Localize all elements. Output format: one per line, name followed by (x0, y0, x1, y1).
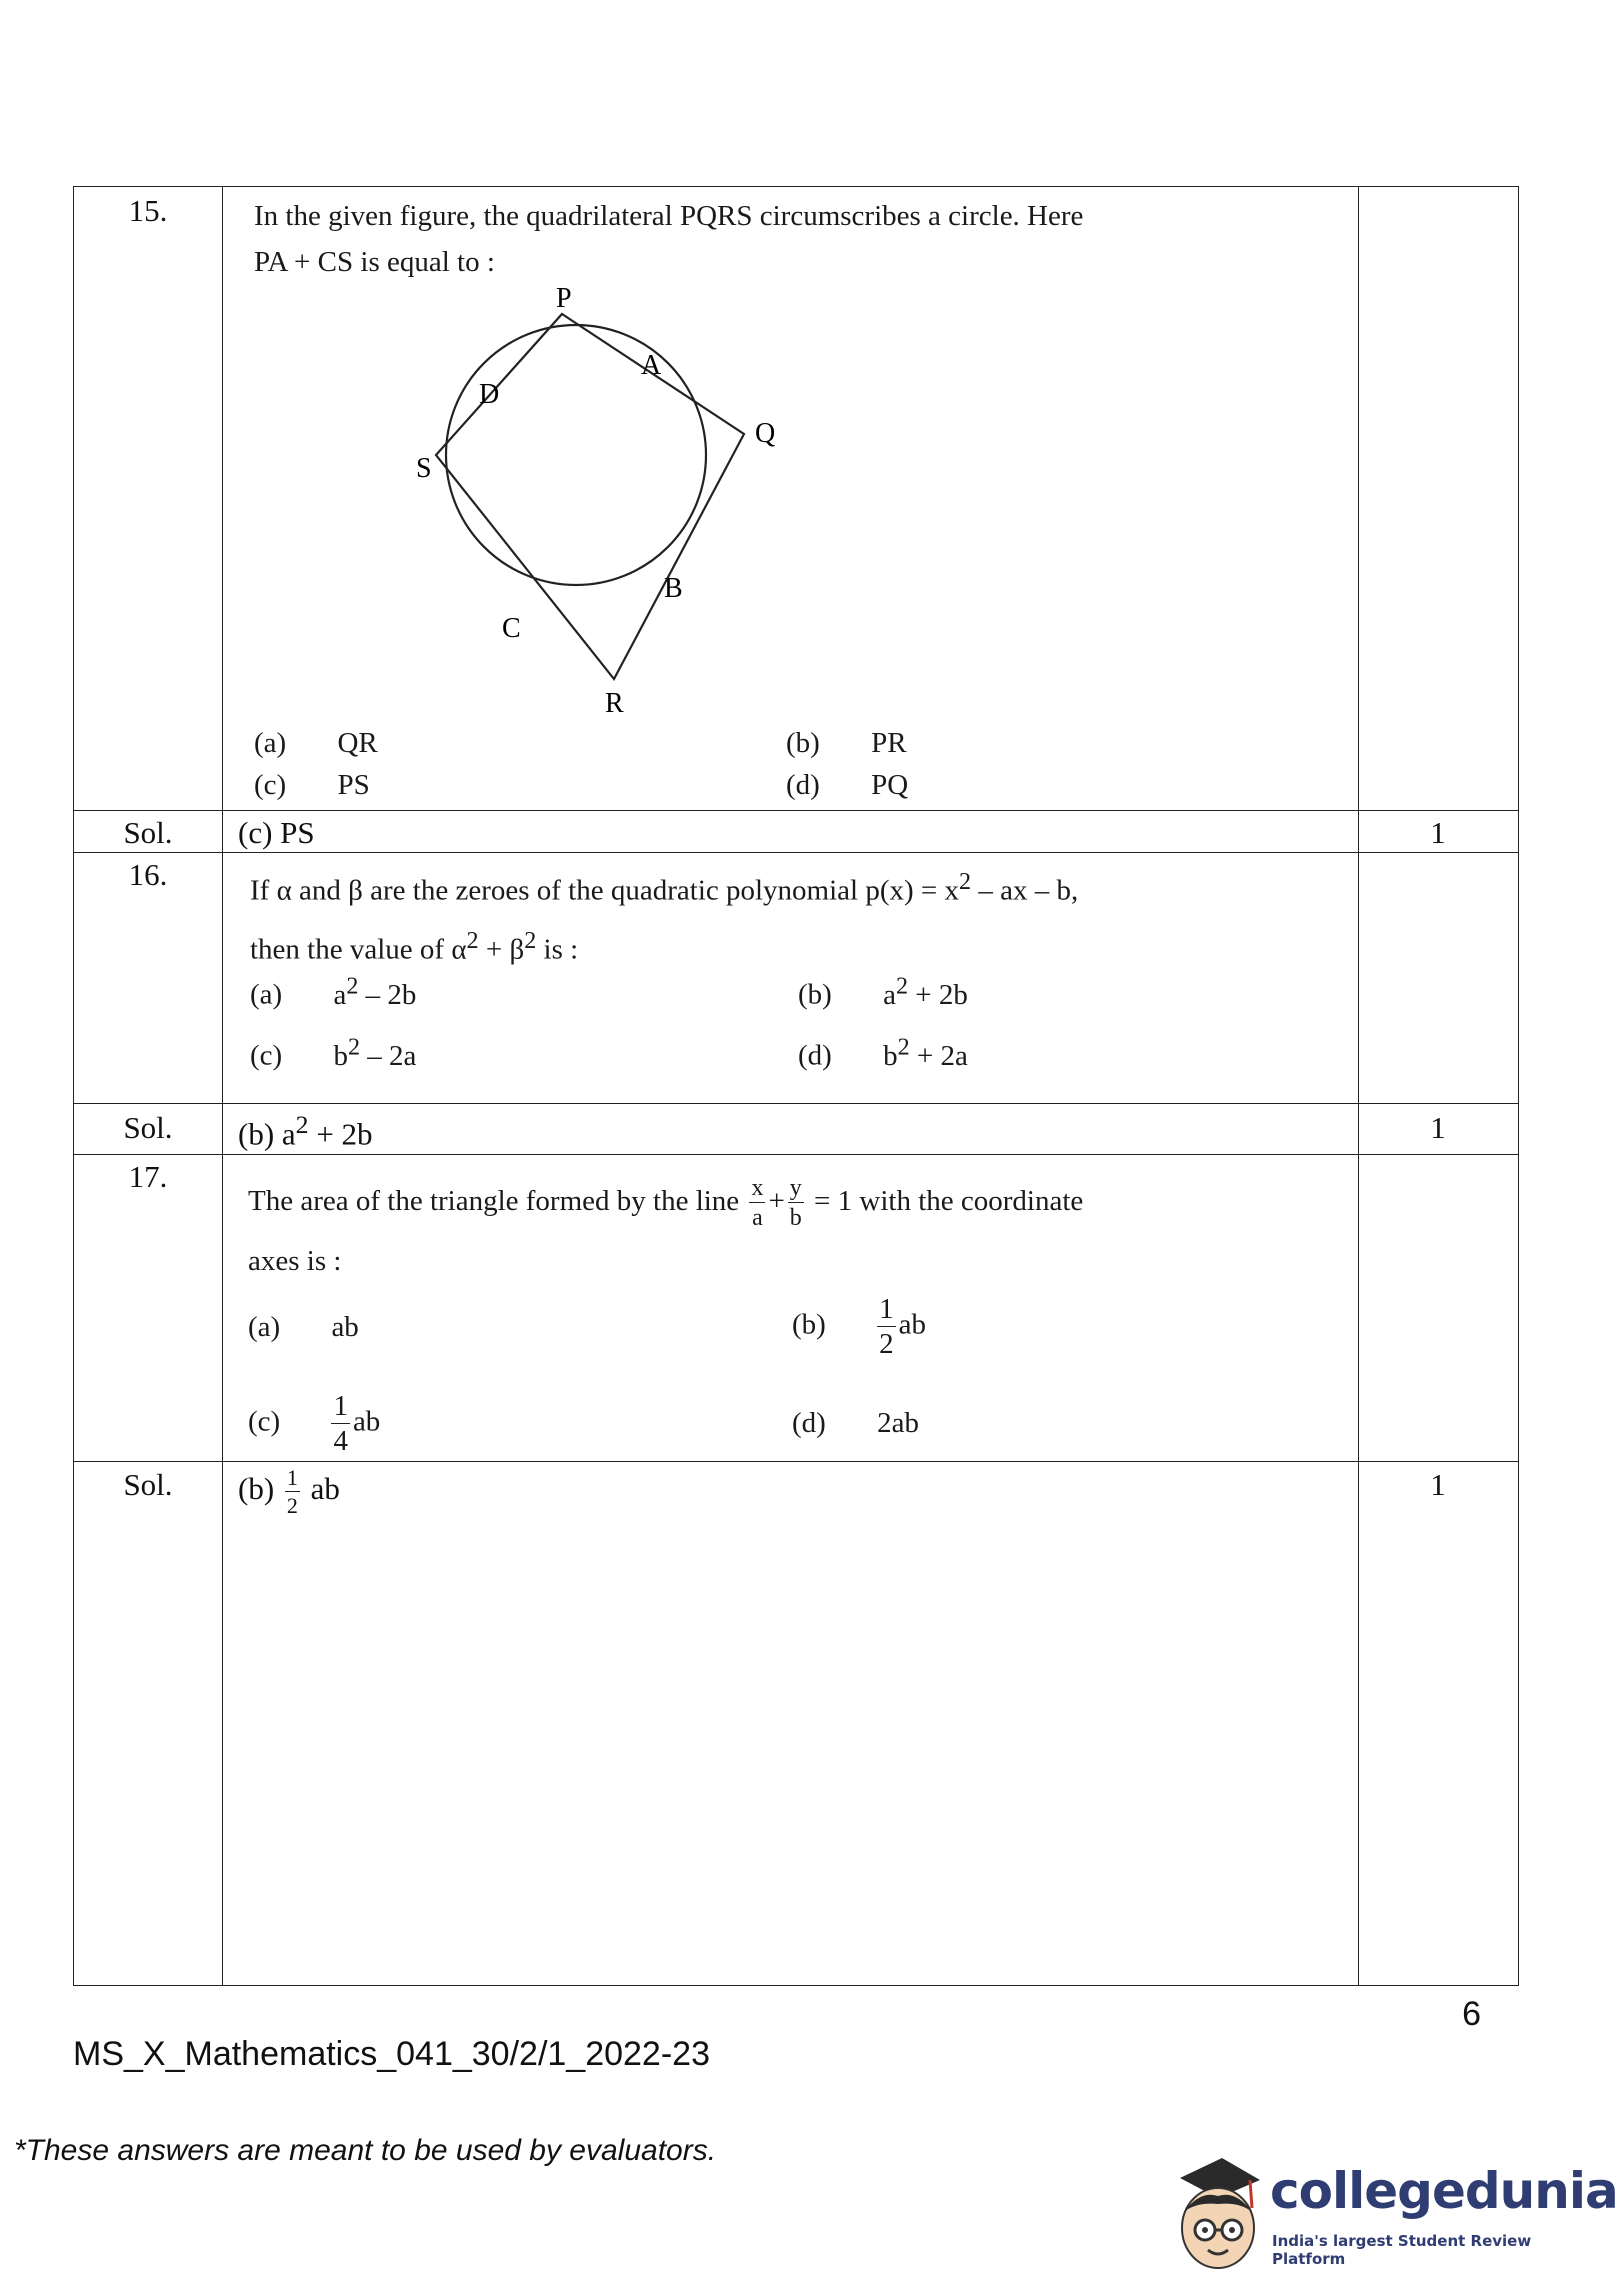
evaluator-note: *These answers are meant to be used by evaluators. (14, 2134, 717, 2167)
option-value: ab (331, 1311, 359, 1343)
label-d: D (479, 379, 500, 410)
fraction-denominator: 2 (286, 1493, 298, 1518)
fraction-denominator: 4 (333, 1425, 348, 1457)
question-text-line: PA + CS is equal to : (254, 246, 495, 278)
fraction-denominator: b (789, 1205, 802, 1232)
collegedunia-logo (1160, 2150, 1618, 2275)
mascot-icon (1160, 2150, 1265, 2275)
label-c: C (502, 613, 521, 644)
text-segment: If α and β are the zeroes of the quadratic polynomial p(x) = x (250, 874, 960, 907)
superscript: 2 (346, 972, 359, 999)
option-b (792, 1295, 926, 1359)
question-number: 16. (128, 857, 168, 892)
option-rest: + 2a (909, 1039, 968, 1072)
label-a: A (641, 350, 662, 381)
question-text-line (250, 857, 1078, 916)
option-base: a (333, 978, 347, 1011)
text-segment: + β (478, 933, 525, 966)
option-b (798, 972, 968, 1012)
label-r: R (605, 688, 624, 719)
option-value: QR (337, 727, 378, 759)
option-value: 2ab (877, 1407, 919, 1439)
option-base: a (883, 978, 896, 1011)
quadrilateral-circle-figure (304, 283, 776, 719)
question-number: 15. (128, 193, 168, 228)
option-key: (a) (248, 1311, 281, 1343)
option-c (250, 1033, 416, 1073)
brand-name: collegedunia (1270, 2162, 1618, 2220)
option-key: (c) (250, 1039, 283, 1072)
text-segment: The area of the triangle formed by the line (248, 1185, 740, 1217)
option-c (248, 1392, 380, 1456)
inscribed-circle (446, 325, 706, 585)
fraction (331, 1392, 350, 1456)
option-key: (d) (786, 769, 820, 801)
option-key: (b) (798, 978, 832, 1011)
fraction-numerator: 1 (286, 1465, 298, 1490)
question-text-line (248, 1171, 1083, 1231)
option-key: (d) (798, 1039, 832, 1072)
option-value (883, 972, 968, 1011)
fraction (285, 1467, 300, 1517)
sol-label: Sol. (123, 1467, 173, 1502)
text-segment: – ax – b, (971, 874, 1079, 907)
label-b: B (664, 573, 683, 604)
option-rest: – 2a (360, 1039, 417, 1072)
text-segment: + 2b (308, 1116, 373, 1152)
column-divider (1358, 187, 1359, 1985)
fraction-numerator: 1 (333, 1390, 348, 1422)
text-segment: ab (310, 1471, 340, 1507)
fraction-numerator: 1 (879, 1293, 894, 1325)
option-value: PS (337, 769, 370, 801)
superscript: 2 (895, 972, 909, 999)
fraction-numerator: y (789, 1175, 802, 1202)
superscript: 2 (295, 1110, 309, 1139)
fraction (749, 1176, 765, 1230)
row-divider (74, 1154, 1518, 1155)
option-c (254, 769, 370, 802)
option-base: b (333, 1039, 348, 1072)
option-value (333, 1033, 417, 1072)
superscript: 2 (347, 1033, 361, 1060)
marks: 1 (1430, 1110, 1446, 1145)
question-text-line (250, 916, 1078, 975)
option-value: ab (898, 1308, 926, 1341)
option-rest: – 2b (358, 978, 417, 1011)
superscript: 2 (959, 868, 972, 895)
superscript: 2 (524, 926, 537, 954)
option-a (248, 1311, 359, 1344)
question-number: 17. (128, 1159, 168, 1194)
plus-sign: + (768, 1185, 785, 1217)
option-b (786, 727, 907, 760)
label-q: Q (755, 418, 776, 449)
option-base: b (883, 1039, 898, 1072)
quadrilateral-pqrs (436, 314, 744, 679)
column-divider (222, 187, 223, 1985)
option-value: PR (871, 727, 907, 759)
question-text (250, 857, 1078, 974)
fraction-numerator: x (751, 1175, 764, 1202)
marks: 1 (1430, 1467, 1446, 1502)
fraction (877, 1295, 896, 1359)
sol-label: Sol. (123, 815, 173, 850)
option-key: (c) (254, 769, 287, 801)
option-d (798, 1033, 968, 1073)
question-text-line: In the given figure, the quadrilateral PQRS circumscribes a circle. Here (254, 200, 1084, 232)
row-divider (74, 852, 1518, 853)
row-divider (74, 1103, 1518, 1104)
option-d (786, 769, 908, 802)
option-key: (a) (250, 978, 283, 1011)
fraction-denominator: 2 (879, 1328, 894, 1360)
option-key: (d) (792, 1407, 826, 1439)
option-value (883, 1033, 968, 1072)
fraction-denominator: a (752, 1205, 763, 1232)
fraction (788, 1176, 804, 1230)
option-key: (a) (254, 727, 287, 759)
text-segment: then the value of α (250, 933, 467, 966)
marks: 1 (1430, 815, 1446, 850)
sol-label: Sol. (123, 1110, 173, 1145)
question-text-line: axes is : (248, 1245, 342, 1277)
page-number: 6 (1462, 1995, 1481, 2033)
option-a (254, 727, 378, 760)
text-segment: (b) (238, 1471, 275, 1507)
solution-text: (c) PS (238, 815, 315, 850)
option-value: ab (352, 1405, 381, 1438)
question-text (248, 1171, 1083, 1291)
label-p: P (556, 283, 572, 314)
brand-tagline: India's largest Student Review Platform (1272, 2232, 1532, 2268)
option-key: (b) (786, 727, 820, 759)
text-segment: is : (536, 933, 579, 966)
option-key: (b) (792, 1308, 826, 1341)
marking-scheme-table (73, 186, 1519, 1986)
option-rest: + 2b (908, 978, 968, 1011)
text-segment: = 1 with the coordinate (814, 1185, 1084, 1217)
document-code: MS_X_Mathematics_041_30/2/1_2022-23 (73, 2035, 710, 2073)
question-text (254, 193, 1083, 285)
superscript: 2 (466, 926, 479, 954)
option-value: PQ (871, 769, 909, 801)
option-value (333, 972, 417, 1011)
option-a (250, 972, 416, 1012)
solution-text (238, 1110, 373, 1152)
option-d (792, 1407, 919, 1440)
text-segment: (b) a (238, 1116, 296, 1152)
row-divider (74, 810, 1518, 811)
superscript: 2 (897, 1033, 910, 1060)
option-key: (c) (248, 1405, 281, 1438)
solution-text (238, 1467, 340, 1517)
label-s: S (416, 453, 432, 484)
row-divider (74, 1461, 1518, 1462)
